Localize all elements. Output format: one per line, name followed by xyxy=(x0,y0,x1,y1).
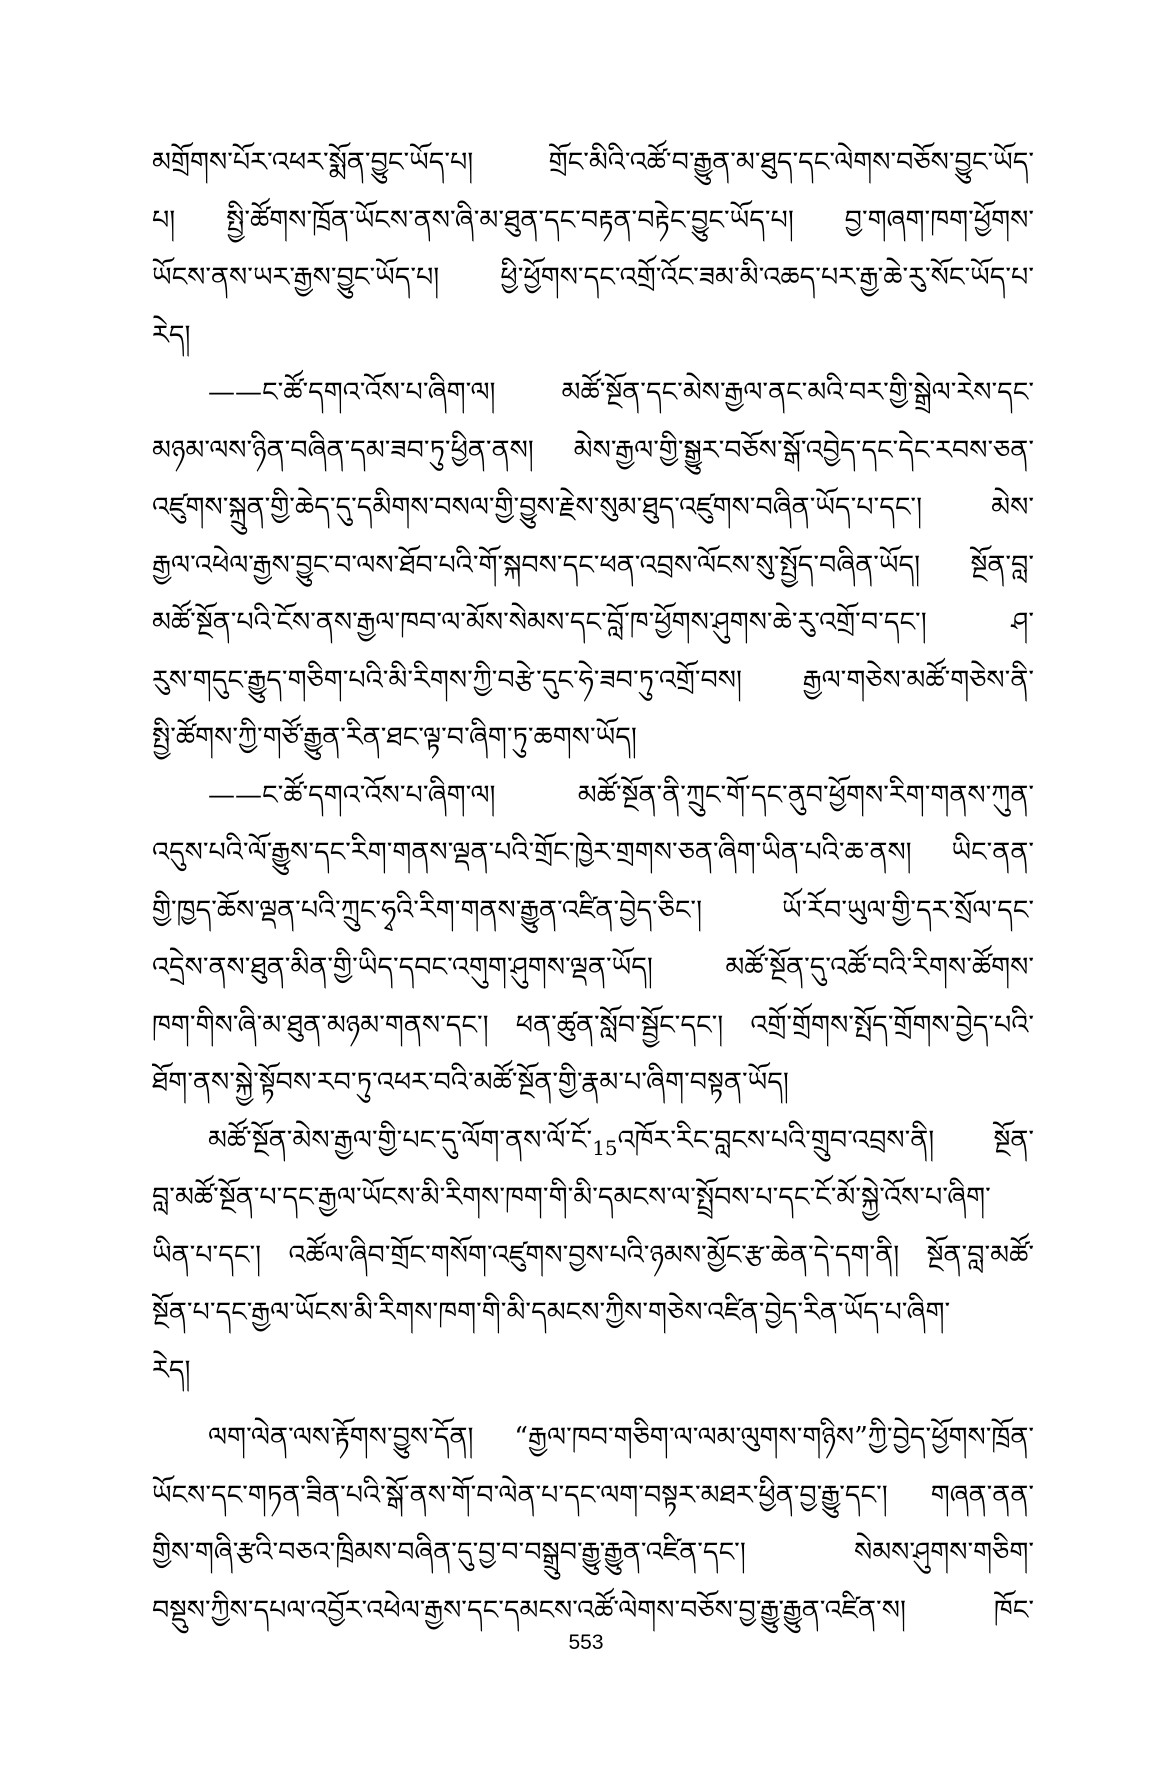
text-line: རུས་གདུང་རྒྱུད་གཅིག་པའི་མི་རིགས་ཀྱི་བརྩེ་དུང་ཧེ་ཟབ་ཏུ་འགྲོ་བས། རྒྱལ་གཅེས་མཚོ་གཅེས་ནི་ xyxy=(152,664,1034,696)
text-line: འདྲེས་ནས་ཐུན་མིན་གྱི་ཡིད་དབང་འགུག་ཤུགས་ལྡན་ཡོད། མཚོ་སྔོན་དུ་འཚོ་བའི་རིགས་ཚོགས་ xyxy=(152,952,1034,983)
text-line: རེད། xyxy=(152,319,191,351)
paragraph xyxy=(152,134,1034,364)
text-line: བླ་མཚོ་སྔོན་པ་དང་རྒྱལ་ཡོངས་མི་རིགས་ཁག་གི་མི་དམངས་ལ་སྤྲོབས་པ་དང་ངོ་མོ་སྐྱེ་འོས་པ་ཞིག་ xyxy=(152,1182,991,1213)
paragraph xyxy=(152,1112,1034,1400)
text-line: གྱིས་གཞི་རྩའི་བཅའ་ཁྲིམས་བཞིན་དུ་བྱ་བ་བསྒྲུབ་རྒྱུ་རྒྱུན་འཛིན་དང་། སེམས་ཤུགས་གཅིག་ xyxy=(152,1537,1034,1568)
text-line: ཡིན་པ་དང་། འཚོལ་ཞིབ་གྲོང་གསོག་འཛུགས་བྱས་པའི་ཉམས་མྱོང་རྩ་ཆེན་དེ་དག་ནི། སྔོན་བླ་མཚོ་ xyxy=(152,1239,1034,1271)
text-line: ལག་ལེན་ལས་རྟོགས་བྱུས་དོན། “རྒྱལ་ཁབ་གཅིག་ལ་ལམ་ལུགས་གཉིས”ཀྱི་བྱེད་ཕྱོགས་ཁྲོན་ xyxy=(208,1422,1034,1453)
text-line: ——ང་ཚོ་དགའ་འོས་པ་ཞིག་ལ། མཚོ་སྔོན་དང་མེས་རྒྱལ་ནང་མའི་བར་གྱི་སྒྲེལ་རེས་དང་ xyxy=(208,377,1034,408)
text-line: མཚོ་སྔོན་པའི་ངོས་ནས་རྒྱལ་ཁབ་ལ་མོས་སེམས་དང་བློ་ཁ་ཕྱོགས་ཤུགས་ཆེ་རུ་འགྲོ་བ་དང་། ཤ་ xyxy=(152,607,1034,638)
text-line: གྱི་ཁྱད་ཆོས་ལྡན་པའི་ཀྲུང་ཧྭའི་རིག་གནས་རྒྱུན་འཛིན་བྱེད་ཅིང་། ཡོ་རོབ་ཡུལ་གྱི་དར་སྲོལ་དང་ xyxy=(152,894,1034,926)
text-line: བསྡུས་ཀྱིས་དཔལ་འབྱོར་འཕེལ་རྒྱས་དང་དམངས་འཚོ་ལེགས་བཅོས་བྱ་རྒྱུ་རྒྱུན་འཛིན་ས། ཁོང་ xyxy=(152,1594,1034,1626)
body-text xyxy=(152,134,1034,1639)
text-line xyxy=(152,1112,1034,1170)
text-line: སྔོན་པ་དང་རྒྱལ་ཡོངས་མི་རིགས་ཁག་གི་མི་དམངས་ཀྱིས་གཅེས་འཛིན་བྱེད་རིན་ཡོད་པ་ཞིག་ xyxy=(152,1297,951,1328)
text-line: མཉམ་ལས་ཉིན་བཞིན་དམ་ཟབ་ཏུ་ཕྱིན་ནས། མེས་རྒྱལ་གྱི་སྒྱུར་བཅོས་སྒོ་འབྱེད་དང་དེང་རབས་ཅན་ xyxy=(152,434,1034,466)
text-segment: འཁོར་རིང་བླངས་པའི་གྲུབ་འབྲས་ནི། སྔོན་ xyxy=(617,1124,1034,1156)
paragraph xyxy=(152,767,1034,1112)
text-line: ——ང་ཚོ་དགའ་འོས་པ་ཞིག་ལ། མཚོ་སྔོན་ནི་ཀྲུང་གོ་དང་ནུབ་ཕྱོགས་རིག་གནས་ཀུན་ xyxy=(208,779,1034,811)
text-line: ཡོངས་དང་གཏན་ཟིན་པའི་སྒོ་ནས་གོ་བ་ལེན་པ་དང་ལག་བསྟར་མཐར་ཕྱིན་བྱ་རྒྱུ་དང་། གཞན་ནན་ xyxy=(152,1479,1034,1511)
text-line: ཡོངས་ནས་ཡར་རྒྱས་བྱུང་ཡོད་པ། ཕྱི་ཕྱོགས་དང་འགྲོ་འོང་ཟམ་མི་འཆད་པར་རྒྱ་ཆེ་རུ་སོང་ཡོད་པ་ xyxy=(152,262,1034,293)
text-line: སྤྱི་ཚོགས་ཀྱི་གཙོ་རྒྱུན་རིན་ཐང་ལྟ་བ་ཞིག་ཏུ་ཆགས་ཡོད། xyxy=(152,722,637,753)
text-line: རྒྱལ་འཕེལ་རྒྱས་བྱུང་བ་ལས་ཐོབ་པའི་གོ་སྐབས་དང་ཕན་འབྲས་ལོངས་སུ་སྤྱོད་བཞིན་ཡོད། སྔོན་བླ་ xyxy=(152,549,1034,581)
text-line: མགྲོགས་པོར་འཕར་སྨོན་བྱུང་ཡོད་པ། གྲོང་མིའི་འཚོ་བ་རྒྱུན་མ་ཐུད་དང་ལེགས་བཅོས་བྱུང་ཡོད་ xyxy=(152,147,1034,178)
text-line: པ། སྤྱི་ཚོགས་ཁྲོན་ཡོངས་ནས་ཞི་མ་ཐུན་དང་བརྟན་བརྟེང་བྱུང་ཡོད་པ། བྱ་གཞག་ཁག་ཕྱོགས་ xyxy=(152,204,1034,236)
text-line: ཁག་གིས་ཞི་མ་ཐུན་མཉམ་གནས་དང་། ཕན་ཚུན་སློབ་སྦྱོང་དང་། འགྲོ་གྲོགས་སྤོད་གྲོགས་བྱེད་པའི་ xyxy=(152,1009,1034,1041)
text-line: འཛུགས་སྐྲུན་གྱི་ཆེད་དུ་དམིགས་བསལ་གྱི་བྱུས་རྗེས་སུམ་ཐུད་འཛུགས་བཞིན་ཡོད་པ་དང་། མེས་ xyxy=(152,492,1034,523)
paragraph xyxy=(152,364,1034,767)
page-number: 553 xyxy=(568,1631,604,1654)
text-line: འདུས་པའི་ལོ་རྒྱུས་དང་རིག་གནས་ལྡན་པའི་གྲོང་ཁྱེར་གྲགས་ཅན་ཞིག་ཡིན་པའི་ཆ་ནས། ཡིང་ནན་ xyxy=(152,837,1034,868)
text-line: རེད། xyxy=(152,1354,191,1386)
text-segment: མཚོ་སྔོན་མེས་རྒྱལ་གྱི་པང་དུ་ལོག་ནས་ལོ་ངོ་ xyxy=(208,1124,593,1156)
text-line: ཐོག་ནས་སྐྱེ་སྟོབས་རབ་ཏུ་འཕར་བའི་མཚོ་སྔོན་གྱི་རྣམ་པ་ཞིག་བསྟན་ཡོད། xyxy=(152,1067,789,1098)
year-count-number: 15 xyxy=(592,1135,618,1160)
paragraph xyxy=(152,1409,1034,1639)
